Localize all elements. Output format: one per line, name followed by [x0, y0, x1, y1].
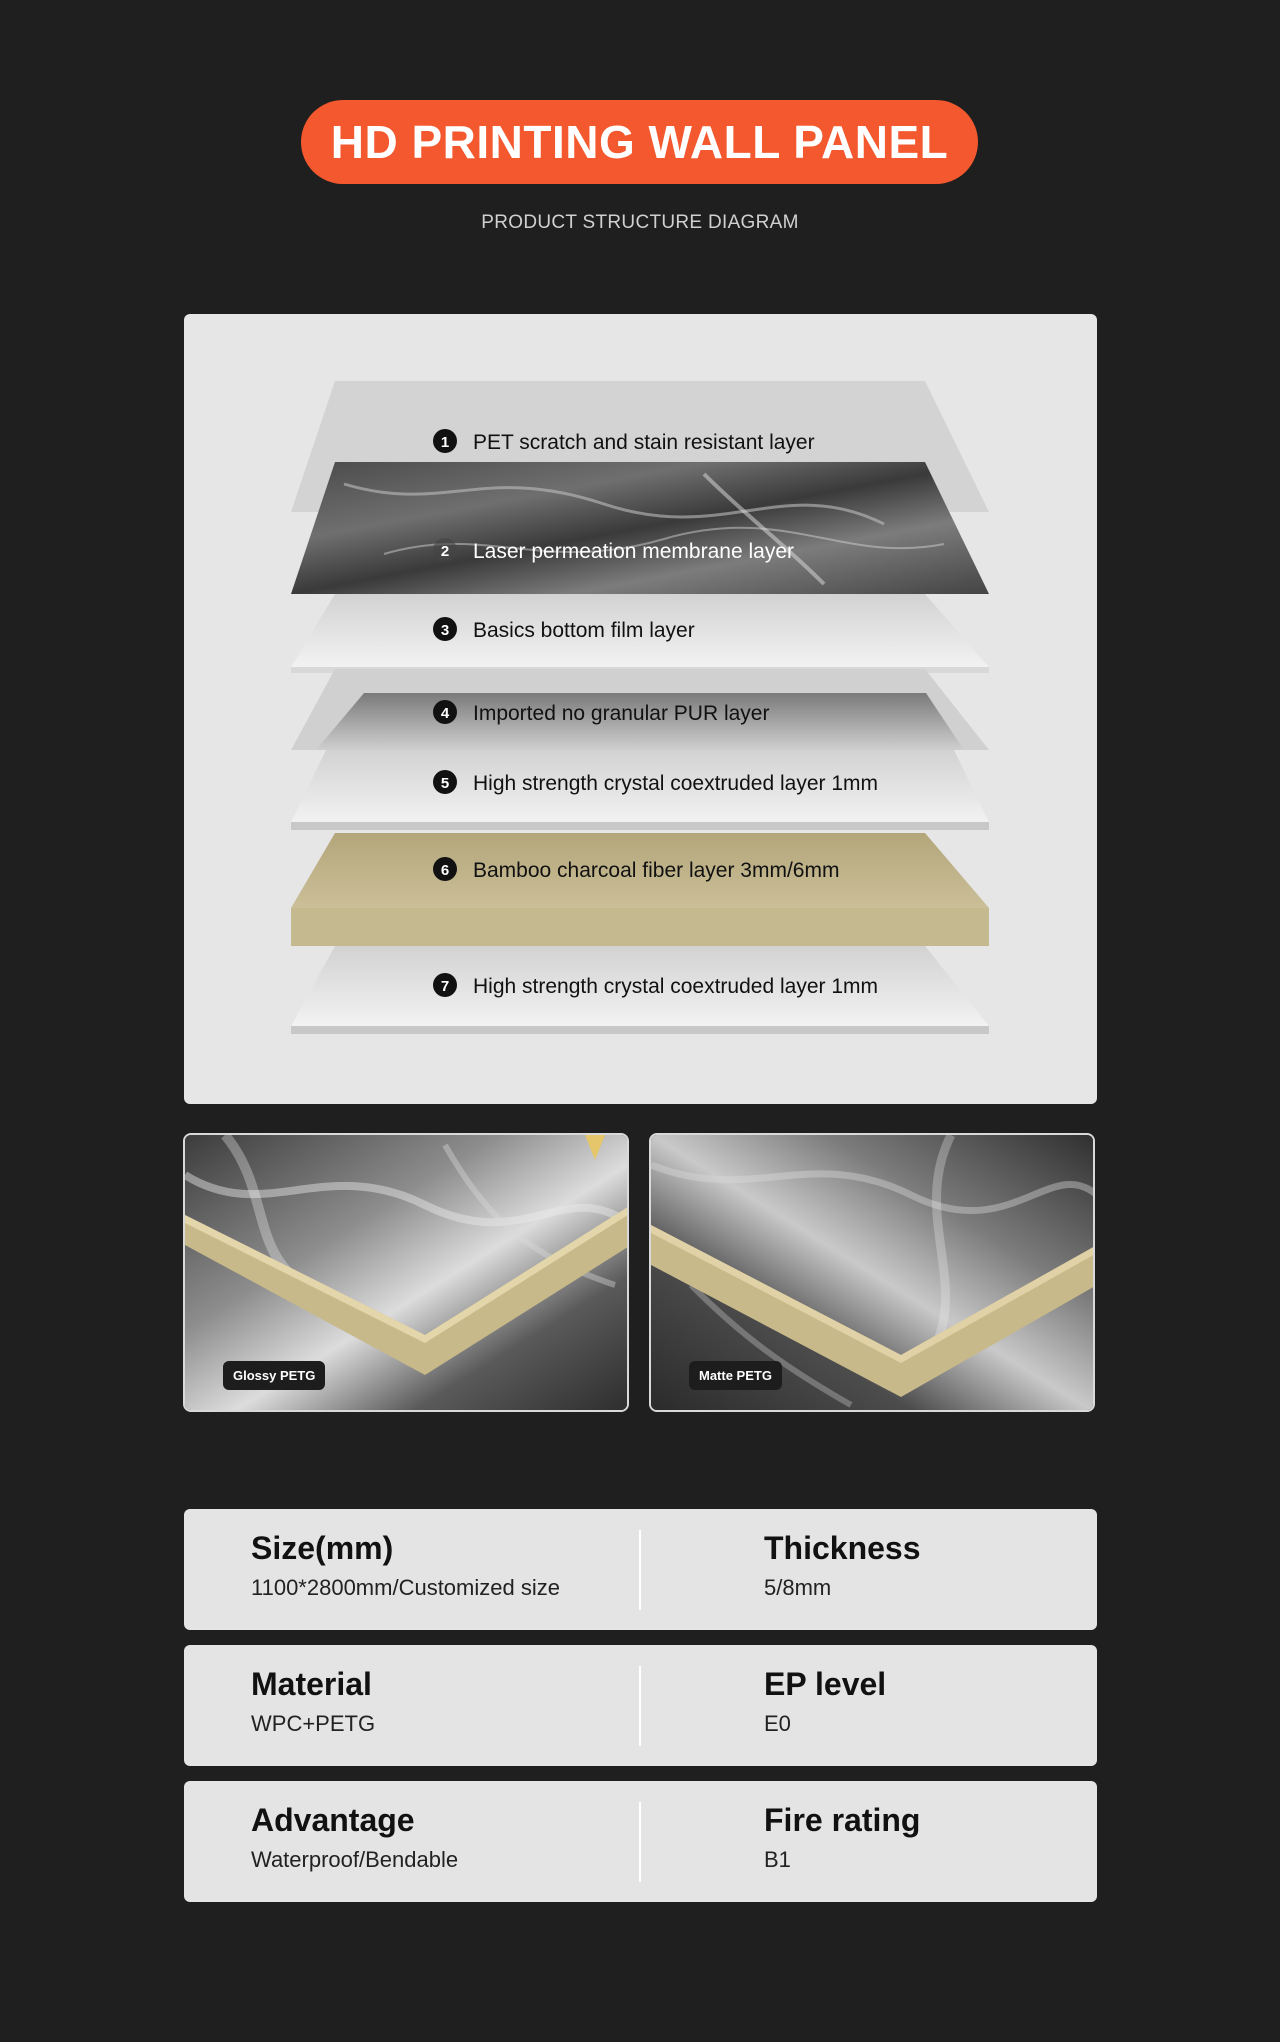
spec-divider [639, 1802, 641, 1882]
svg-text:Bamboo charcoal fiber layer 3m: Bamboo charcoal fiber layer 3mm/6mm [473, 859, 840, 882]
structure-diagram [184, 314, 1097, 1104]
spec-value: WPC+PETG [251, 1711, 376, 1737]
spec-fire-rating [764, 1801, 920, 1873]
spec-label: Thickness [764, 1530, 921, 1566]
layer-label-6 [433, 857, 839, 882]
title-pill [301, 100, 978, 184]
svg-text:PET scratch and stain resistan: PET scratch and stain resistant layer [473, 431, 815, 454]
svg-text:5: 5 [440, 775, 450, 792]
svg-text:6: 6 [440, 862, 450, 879]
layer-label-4 [433, 700, 769, 725]
spec-value: 5/8mm [764, 1575, 832, 1601]
matte-petg-badge: Matte PETG [689, 1361, 782, 1390]
svg-text:High strength crystal coextrud: High strength crystal coextruded layer 1mm [473, 772, 878, 795]
svg-text:4: 4 [440, 705, 450, 722]
page-title: HD PRINTING WALL PANEL [330, 116, 949, 168]
spec-label: Advantage [251, 1802, 415, 1838]
glossy-petg-badge: Glossy PETG [223, 1361, 325, 1390]
spec-value: B1 [764, 1847, 791, 1873]
spec-divider [639, 1666, 641, 1746]
svg-text:3: 3 [440, 622, 450, 639]
spec-divider [639, 1530, 641, 1610]
page-subtitle: PRODUCT STRUCTURE DIAGRAM [481, 212, 799, 233]
layer-label-7 [433, 973, 878, 998]
svg-text:1: 1 [440, 434, 450, 451]
svg-text:High strength crystal coextrud: High strength crystal coextruded layer 1mm [473, 975, 878, 998]
spec-value: Waterproof/Bendable [251, 1847, 459, 1873]
layer-label-1 [433, 429, 815, 454]
spec-row-size [184, 1509, 1097, 1630]
layer-label-3 [433, 617, 695, 642]
spec-label: Fire rating [764, 1802, 921, 1838]
spec-label: Material [251, 1666, 372, 1702]
svg-text:7: 7 [440, 978, 450, 995]
glossy-petg-photo [183, 1133, 629, 1412]
svg-text:Laser permeation membrane laye: Laser permeation membrane layer [473, 540, 794, 563]
spec-value: 1100*2800mm/Customized size [251, 1575, 560, 1601]
matte-petg-photo [649, 1133, 1095, 1412]
svg-text:2: 2 [440, 543, 450, 560]
spec-thickness [764, 1529, 921, 1601]
layer-label-5 [433, 770, 878, 795]
spec-ep-level [764, 1665, 886, 1737]
layer-2-shape [291, 462, 989, 594]
spec-label: EP level [764, 1666, 887, 1702]
spec-advantage [251, 1801, 458, 1873]
spec-row-material [184, 1645, 1097, 1766]
spec-label: Size(mm) [251, 1530, 394, 1566]
spec-material [251, 1665, 375, 1737]
spec-value: E0 [764, 1711, 791, 1737]
svg-text:Imported no granular PUR layer: Imported no granular PUR layer [473, 702, 770, 725]
layer-label-2 [433, 538, 794, 563]
spec-row-advantage [184, 1781, 1097, 1902]
svg-text:Basics bottom film layer: Basics bottom film layer [473, 619, 695, 642]
spec-size [251, 1529, 560, 1601]
